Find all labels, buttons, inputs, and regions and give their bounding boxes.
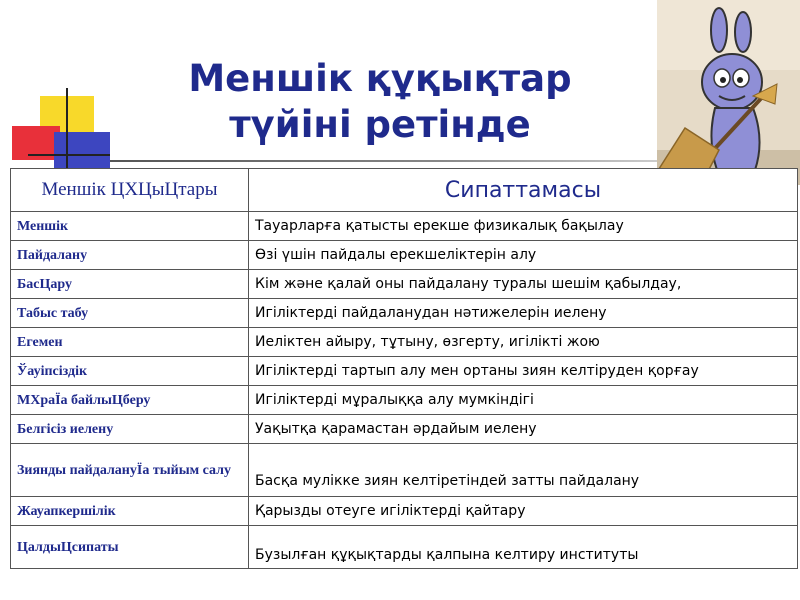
right-name: МХраЇа байлыЦберу xyxy=(11,386,249,415)
table-row xyxy=(11,299,798,328)
right-description: Игіліктерді тартып алу мен ортаны зиян келтіруден қорғау xyxy=(249,357,798,386)
right-description: Уақытқа қарамастан әрдайым иелену xyxy=(249,415,798,444)
title-line-2: түйіні ретінде xyxy=(229,103,531,146)
table-row xyxy=(11,526,798,569)
property-rights-table xyxy=(10,168,798,569)
right-name: Табыс табу xyxy=(11,299,249,328)
table-row xyxy=(11,357,798,386)
right-name: Жауапкершілік xyxy=(11,497,249,526)
right-description: Өзі үшін пайдалы ерекшеліктерін алу xyxy=(249,241,798,270)
right-description: Игіліктерді пайдаланудан нәтижелерін иелену xyxy=(249,299,798,328)
right-name: Егемен xyxy=(11,328,249,357)
slide-title xyxy=(150,56,610,148)
table-row xyxy=(11,241,798,270)
right-name: Белгісіз иелену xyxy=(11,415,249,444)
table-row xyxy=(11,212,798,241)
title-underline xyxy=(110,160,658,162)
right-name: Меншік xyxy=(11,212,249,241)
table-row xyxy=(11,444,798,497)
right-description: Басқа мулікке зиян келтіретіндей затты пайдалану xyxy=(249,444,798,497)
right-name: Зиянды пайдалануЇа тыйым салу xyxy=(11,444,249,497)
table-header-row xyxy=(11,169,798,212)
title-line-1: Меншік құқықтар xyxy=(188,57,572,100)
right-description: Тауарларға қатысты ерекше физикалық бақылау xyxy=(249,212,798,241)
right-description: Иеліктен айыру, тұтыну, өзгерту, игілікті жою xyxy=(249,328,798,357)
right-name: Пайдалану xyxy=(11,241,249,270)
right-description: Игіліктерді мұралыққа алу мумкіндігі xyxy=(249,386,798,415)
right-description: Қарызды отеуге игіліктерді қайтару xyxy=(249,497,798,526)
table-row xyxy=(11,270,798,299)
column-header: Меншік ЦХЦыЦтары xyxy=(11,169,249,212)
table-row xyxy=(11,415,798,444)
right-name: БасЦару xyxy=(11,270,249,299)
right-description: Бузылған құқықтарды қалпына келтиру институты xyxy=(249,526,798,569)
right-name: Ўауіпсіздік xyxy=(11,357,249,386)
decor-short-line xyxy=(28,154,110,156)
right-name: ЦалдыЦсипаты xyxy=(11,526,249,569)
table-row xyxy=(11,497,798,526)
column-header: Сипаттамасы xyxy=(249,169,798,212)
table-row xyxy=(11,386,798,415)
right-description: Кім және қалай оны пайдалану туралы шешім қабылдау, xyxy=(249,270,798,299)
cartoon-rabbit-with-broom-icon xyxy=(657,0,800,185)
table-row xyxy=(11,328,798,357)
